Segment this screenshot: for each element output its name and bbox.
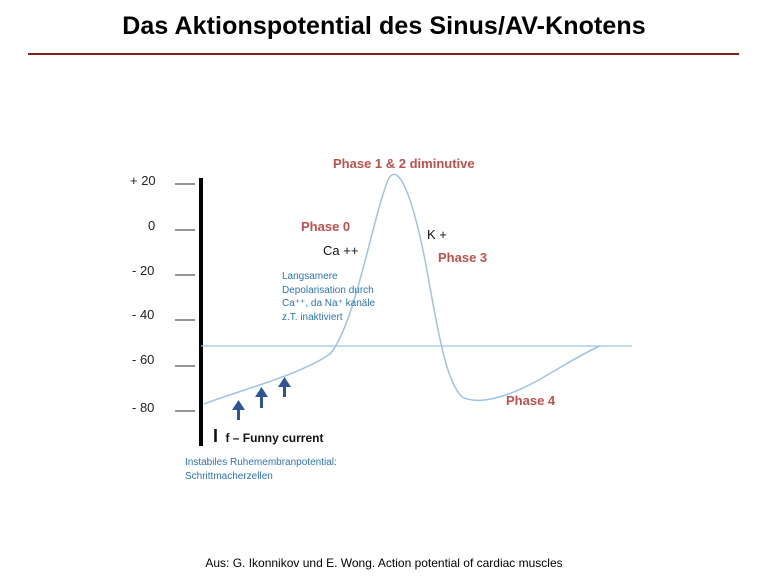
action-potential-curve (204, 174, 600, 404)
potassium-label: K + (427, 227, 447, 242)
note-line: Depolarisation durch (282, 285, 374, 296)
funny-current-arrows (232, 377, 291, 420)
resting-potential-note: Schrittmacherzellen (185, 471, 273, 482)
funny-current-label (213, 426, 323, 446)
up-arrow-icon (232, 400, 245, 420)
up-arrow-icon (255, 387, 268, 408)
phase-4-label: Phase 4 (506, 393, 556, 408)
y-tick-label: - 20 (132, 263, 155, 278)
y-tick-marks (175, 184, 195, 411)
funny-current-symbol: I (213, 426, 219, 446)
y-tick-label: 0 (148, 218, 156, 233)
note-line: Ca⁺⁺, da Na⁺ kanäle (282, 298, 376, 309)
funny-current-text: f – Funny current (225, 431, 324, 445)
source-citation: Aus: G. Ikonnikov und E. Wong. Action potential of cardiac muscles (205, 556, 563, 570)
slow-depolarisation-note (282, 271, 376, 323)
y-tick-label: - 80 (132, 400, 155, 415)
note-line: z.T. inaktiviert (282, 312, 343, 323)
slide-title: Das Aktionspotential des Sinus/AV-Knotens (122, 12, 646, 40)
calcium-label: Ca ++ (323, 243, 359, 258)
phase-1-2-label: Phase 1 & 2 diminutive (333, 156, 475, 171)
phase-3-label: Phase 3 (438, 250, 488, 265)
y-tick-label: + 20 (130, 173, 156, 188)
resting-potential-note: Instabiles Ruhemembranpotential: (185, 457, 337, 468)
note-line: Langsamere (282, 271, 338, 282)
phase-0-label: Phase 0 (301, 219, 351, 234)
up-arrow-icon (278, 377, 291, 397)
y-tick-label: - 60 (132, 352, 155, 367)
y-tick-label: - 40 (132, 307, 155, 322)
